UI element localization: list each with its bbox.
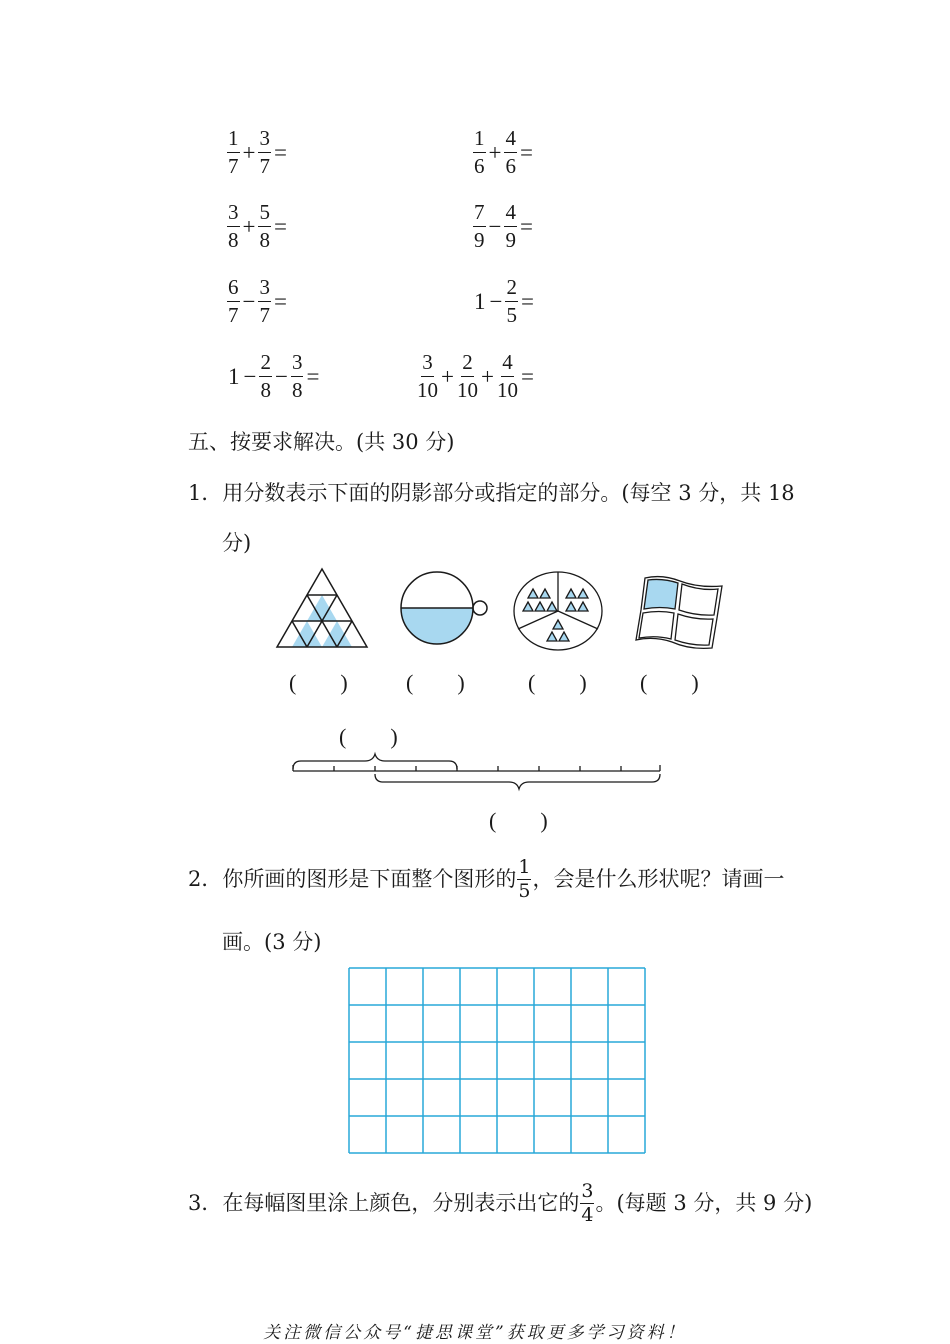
fraction [473, 128, 486, 177]
operator: − [243, 363, 257, 389]
fraction-denominator: 8 [259, 228, 270, 252]
equals-sign: = [306, 363, 320, 389]
fraction-denominator: 7 [259, 303, 270, 327]
operator: − [489, 288, 503, 314]
equals-sign: = [519, 213, 533, 239]
operator: + [480, 363, 494, 389]
question-3-suffix: 。(每题 3 分，共 9 分) [595, 1190, 813, 1215]
equals-sign: = [520, 288, 534, 314]
circle-figure [401, 572, 487, 644]
fraction-denominator: 7 [259, 154, 270, 178]
fraction-denominator: 8 [228, 228, 239, 252]
equals-sign: = [273, 288, 287, 314]
whole-number: 1 [474, 288, 486, 314]
operator: − [274, 363, 288, 389]
fraction-numerator: 3 [227, 202, 240, 227]
fraction-numerator: 6 [227, 277, 240, 302]
fraction [227, 202, 240, 251]
operator: − [488, 213, 502, 239]
fraction-numerator: 3 [258, 277, 271, 302]
fraction-denominator: 9 [474, 228, 485, 252]
question-2-fraction [517, 858, 531, 901]
question-3-fraction [580, 1182, 594, 1225]
fraction-numerator: 5 [258, 202, 271, 227]
fraction-numerator: 2 [505, 277, 518, 302]
fraction-denominator: 7 [228, 154, 239, 178]
fraction [258, 202, 271, 251]
fraction [417, 352, 438, 401]
question-3-fraction-num: 3 [581, 1180, 594, 1202]
fraction-denominator: 10 [496, 378, 518, 402]
segment-diagram [285, 750, 670, 794]
footer-note: 关注微信公众号“捷思课堂”获取更多学习资料！ [263, 1323, 687, 1343]
expr-8 [416, 352, 536, 401]
fraction-numerator: 1 [227, 128, 240, 153]
question-2-line-1 [188, 856, 785, 902]
ellipse-figure [514, 572, 602, 650]
expr-6 [472, 277, 536, 326]
fraction [227, 277, 240, 326]
question-3-line [188, 1180, 813, 1226]
operator: + [242, 139, 256, 165]
fraction-numerator: 2 [259, 352, 272, 377]
section-title: 五、按要求解决。(共 30 分) [188, 430, 455, 454]
fraction-denominator: 9 [505, 228, 516, 252]
expr-1 [226, 128, 289, 177]
answer-blank-5[interactable]: ( ) [339, 724, 398, 749]
fraction [259, 352, 272, 401]
operator: + [441, 363, 454, 389]
window-figure [636, 577, 722, 649]
fraction-denominator: 8 [260, 378, 271, 402]
operator: + [242, 213, 256, 239]
fraction-numerator: 1 [473, 128, 486, 153]
fraction-numerator: 7 [473, 202, 486, 227]
fraction [457, 352, 478, 401]
fraction-numerator: 3 [291, 352, 304, 377]
equals-sign: = [519, 139, 533, 165]
fraction [504, 128, 517, 177]
question-3-prefix: 3．在每幅图里涂上颜色，分别表示出它的 [188, 1190, 580, 1215]
answer-blank-4[interactable]: ( ) [640, 670, 699, 695]
fraction-numerator: 4 [501, 352, 514, 377]
expr-2 [472, 128, 535, 177]
equals-sign: = [520, 363, 534, 389]
question-1-line-1: 1．用分数表示下面的阴影部分或指定的部分。(每空 3 分，共 18 [188, 481, 795, 505]
fraction-denominator: 10 [417, 378, 438, 402]
fraction-numerator: 4 [504, 202, 517, 227]
expr-5 [226, 277, 289, 326]
figures-row [270, 562, 730, 658]
question-2-fraction-num: 1 [518, 856, 531, 878]
answer-blank-1[interactable]: ( ) [289, 670, 348, 695]
fraction [505, 277, 518, 326]
answer-blank-3[interactable]: ( ) [528, 670, 587, 695]
operator: − [242, 288, 256, 314]
answer-blank-2[interactable]: ( ) [406, 670, 465, 695]
question-3-fraction-den: 4 [581, 1204, 594, 1226]
fraction-numerator: 3 [421, 352, 434, 377]
fraction-denominator: 7 [228, 303, 239, 327]
fraction [258, 128, 271, 177]
question-2-prefix: 2．你所画的图形是下面整个图形的 [188, 866, 517, 891]
equals-sign: = [273, 139, 287, 165]
fraction-denominator: 8 [291, 378, 303, 402]
fraction [258, 277, 271, 326]
fraction-numerator: 2 [461, 352, 474, 377]
expr-3 [226, 202, 289, 251]
operator: + [488, 139, 502, 165]
question-2-suffix: ，会是什么形状呢？请画一 [532, 866, 785, 891]
fraction-numerator: 3 [258, 128, 271, 153]
fraction [291, 352, 304, 401]
answer-blank-6[interactable]: ( ) [489, 808, 548, 833]
equals-sign: = [273, 213, 287, 239]
fraction [497, 352, 518, 401]
fraction [504, 202, 517, 251]
fraction-denominator: 10 [456, 378, 478, 402]
question-1-line-2: 分) [222, 531, 252, 555]
fraction-numerator: 4 [504, 128, 517, 153]
question-2-fraction-den: 5 [518, 880, 531, 902]
question-2-line-2: 画。(3 分) [222, 930, 322, 954]
fraction-denominator: 6 [505, 154, 516, 178]
drawing-grid[interactable] [347, 966, 647, 1155]
fraction [473, 202, 486, 251]
expr-7 [226, 352, 321, 401]
fraction-denominator: 6 [474, 154, 485, 178]
triangle-figure [277, 569, 367, 647]
fraction-denominator: 5 [506, 303, 517, 327]
fraction [227, 128, 240, 177]
whole-number: 1 [228, 363, 240, 389]
expr-4 [472, 202, 535, 251]
